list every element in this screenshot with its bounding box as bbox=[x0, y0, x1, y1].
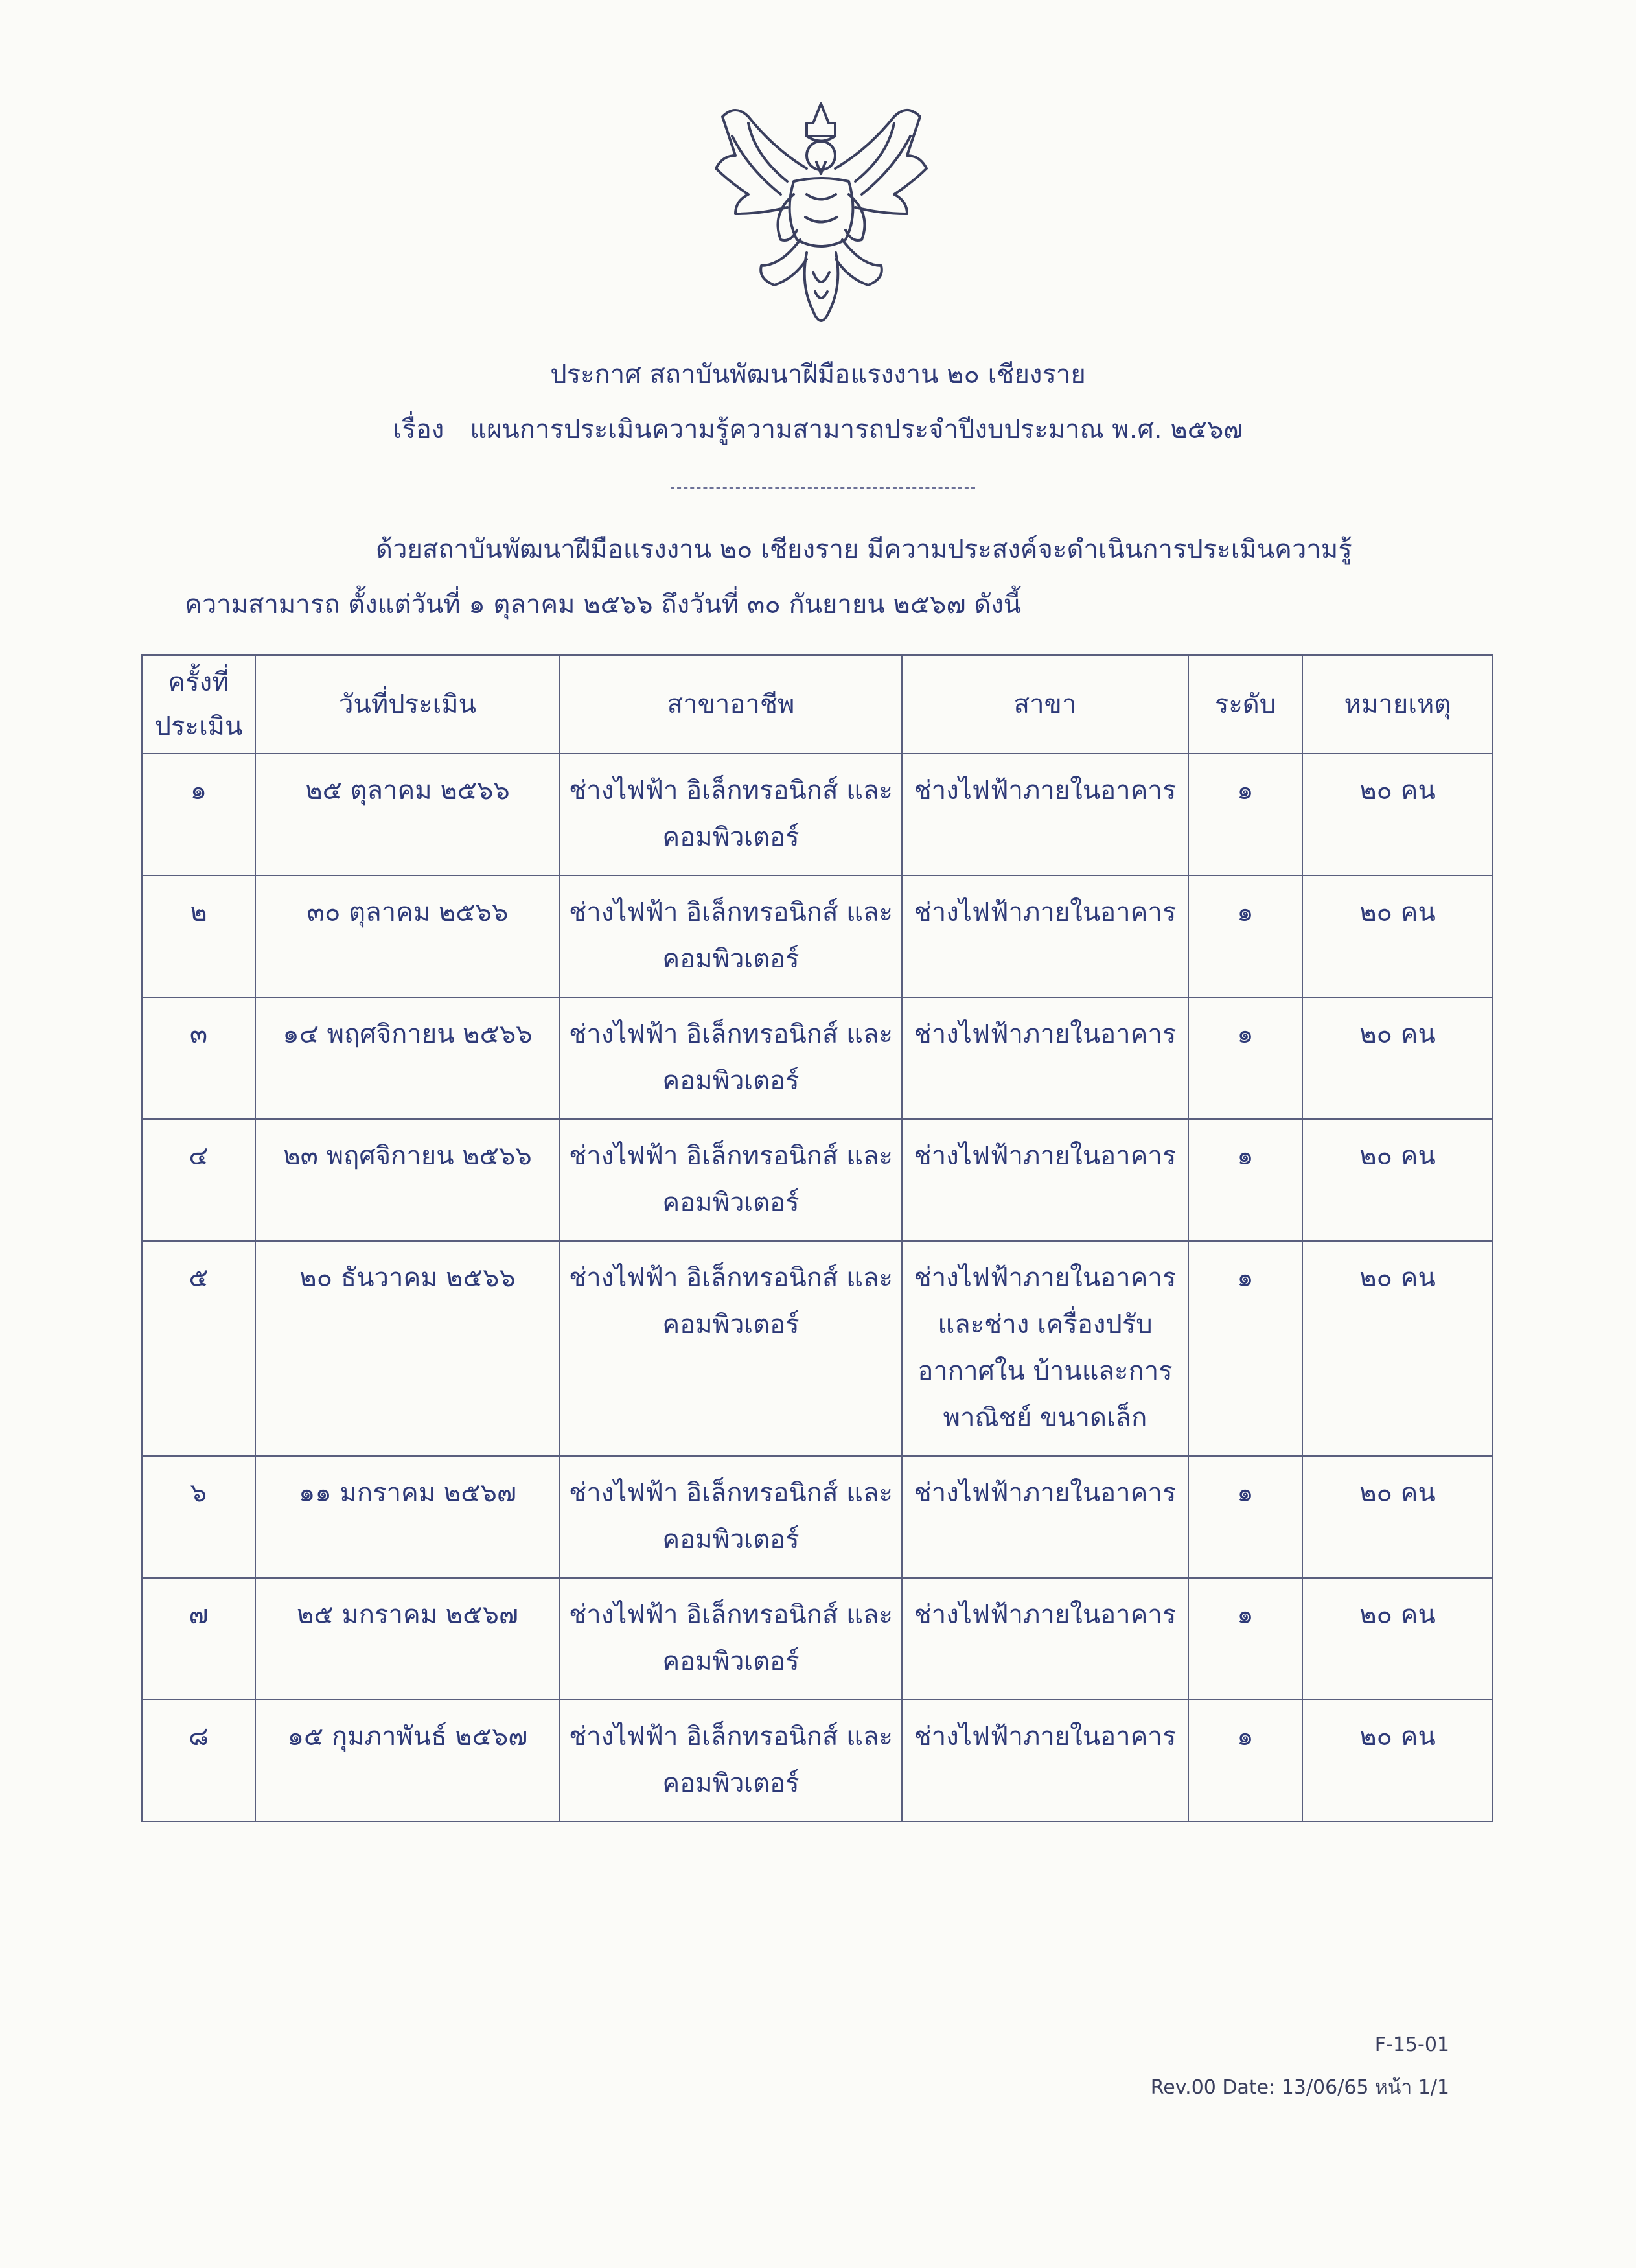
cell-branch: ช่างไฟฟ้าภายในอาคาร bbox=[902, 997, 1188, 1119]
header-round: ครั้งที่ ประเมิน bbox=[142, 655, 255, 754]
cell-date: ๑๕ กุมภาพันธ์ ๒๕๖๗ bbox=[255, 1700, 560, 1822]
table-row bbox=[142, 997, 1493, 1119]
cell-occupation: ช่างไฟฟ้า อิเล็กทรอนิกส์ และคอมพิวเตอร์ bbox=[560, 1456, 902, 1578]
form-code: F-15-01 bbox=[1374, 2033, 1449, 2056]
table-row bbox=[142, 1578, 1493, 1700]
cell-date: ๑๑ มกราคม ๒๕๖๗ bbox=[255, 1456, 560, 1578]
cell-occupation: ช่างไฟฟ้า อิเล็กทรอนิกส์ และคอมพิวเตอร์ bbox=[560, 1578, 902, 1700]
cell-level: ๑ bbox=[1188, 875, 1302, 997]
cell-level: ๑ bbox=[1188, 754, 1302, 875]
header-level: ระดับ bbox=[1188, 655, 1302, 754]
table-row bbox=[142, 754, 1493, 875]
header-branch: สาขา bbox=[902, 655, 1188, 754]
header-remark: หมายเหตุ bbox=[1302, 655, 1493, 754]
cell-remark: ๒๐ คน bbox=[1302, 1456, 1493, 1578]
table-header-row bbox=[142, 655, 1493, 754]
cell-remark: ๒๐ คน bbox=[1302, 997, 1493, 1119]
cell-level: ๑ bbox=[1188, 1578, 1302, 1700]
table-row bbox=[142, 1456, 1493, 1578]
cell-occupation: ช่างไฟฟ้า อิเล็กทรอนิกส์ และคอมพิวเตอร์ bbox=[560, 1241, 902, 1456]
cell-round: ๕ bbox=[142, 1241, 255, 1456]
cell-round: ๖ bbox=[142, 1456, 255, 1578]
divider bbox=[671, 487, 975, 489]
cell-round: ๑ bbox=[142, 754, 255, 875]
header-date: วันที่ประเมิน bbox=[255, 655, 560, 754]
cell-remark: ๒๐ คน bbox=[1302, 754, 1493, 875]
cell-date: ๓๐ ตุลาคม ๒๕๖๖ bbox=[255, 875, 560, 997]
cell-branch: ช่างไฟฟ้าภายในอาคาร bbox=[902, 1119, 1188, 1241]
cell-round: ๘ bbox=[142, 1700, 255, 1822]
cell-level: ๑ bbox=[1188, 997, 1302, 1119]
cell-occupation: ช่างไฟฟ้า อิเล็กทรอนิกส์ และคอมพิวเตอร์ bbox=[560, 1119, 902, 1241]
cell-date: ๒๕ ตุลาคม ๒๕๖๖ bbox=[255, 754, 560, 875]
cell-occupation: ช่างไฟฟ้า อิเล็กทรอนิกส์ และคอมพิวเตอร์ bbox=[560, 754, 902, 875]
cell-date: ๒๕ มกราคม ๒๕๖๗ bbox=[255, 1578, 560, 1700]
cell-remark: ๒๐ คน bbox=[1302, 875, 1493, 997]
revision-info: Rev.00 Date: 13/06/65 หน้า 1/1 bbox=[1150, 2076, 1449, 2099]
cell-remark: ๒๐ คน bbox=[1302, 1578, 1493, 1700]
cell-occupation: ช่างไฟฟ้า อิเล็กทรอนิกส์ และคอมพิวเตอร์ bbox=[560, 1700, 902, 1822]
cell-branch: ช่างไฟฟ้าภายในอาคาร bbox=[902, 1578, 1188, 1700]
cell-occupation: ช่างไฟฟ้า อิเล็กทรอนิกส์ และคอมพิวเตอร์ bbox=[560, 997, 902, 1119]
cell-branch: ช่างไฟฟ้าภายในอาคาร bbox=[902, 875, 1188, 997]
body-line-1: ด้วยสถาบันพัฒนาฝีมือแรงงาน ๒๐ เชียงราย มีความประสงค์จะดำเนินการประเมินความรู้ bbox=[376, 535, 1352, 564]
cell-round: ๗ bbox=[142, 1578, 255, 1700]
body-line-2: ความสามารถ ตั้งแต่วันที่ ๑ ตุลาคม ๒๕๖๖ ถึงวันที่ ๓๐ กันยายน ๒๕๖๗ ดังนี้ bbox=[185, 590, 1022, 619]
header-occupation: สาขาอาชีพ bbox=[560, 655, 902, 754]
cell-remark: ๒๐ คน bbox=[1302, 1241, 1493, 1456]
cell-branch: ช่างไฟฟ้าภายในอาคาร และช่าง เครื่องปรับอากาศใน บ้านและการพาณิชย์ ขนาดเล็ก bbox=[902, 1241, 1188, 1456]
table-row bbox=[142, 1119, 1493, 1241]
cell-remark: ๒๐ คน bbox=[1302, 1700, 1493, 1822]
table-row bbox=[142, 875, 1493, 997]
announcement-title: ประกาศ สถาบันพัฒนาฝีมือแรงงาน ๒๐ เชียงราย bbox=[550, 360, 1086, 389]
cell-branch: ช่างไฟฟ้าภายในอาคาร bbox=[902, 754, 1188, 875]
subject-label: เรื่อง bbox=[393, 415, 444, 445]
table-row bbox=[142, 1241, 1493, 1456]
cell-level: ๑ bbox=[1188, 1119, 1302, 1241]
garuda-emblem-icon bbox=[709, 97, 933, 334]
cell-date: ๒๐ ธันวาคม ๒๕๖๖ bbox=[255, 1241, 560, 1456]
cell-date: ๑๔ พฤศจิกายน ๒๕๖๖ bbox=[255, 997, 560, 1119]
cell-remark: ๒๐ คน bbox=[1302, 1119, 1493, 1241]
cell-branch: ช่างไฟฟ้าภายในอาคาร bbox=[902, 1456, 1188, 1578]
assessment-plan-table bbox=[141, 654, 1493, 1822]
cell-occupation: ช่างไฟฟ้า อิเล็กทรอนิกส์ และคอมพิวเตอร์ bbox=[560, 875, 902, 997]
cell-level: ๑ bbox=[1188, 1700, 1302, 1822]
cell-round: ๔ bbox=[142, 1119, 255, 1241]
cell-level: ๑ bbox=[1188, 1456, 1302, 1578]
cell-round: ๒ bbox=[142, 875, 255, 997]
subject-line bbox=[0, 408, 1636, 450]
cell-level: ๑ bbox=[1188, 1241, 1302, 1456]
cell-date: ๒๓ พฤศจิกายน ๒๕๖๖ bbox=[255, 1119, 560, 1241]
cell-branch: ช่างไฟฟ้าภายในอาคาร bbox=[902, 1700, 1188, 1822]
cell-round: ๓ bbox=[142, 997, 255, 1119]
subject-text: แผนการประเมินความรู้ความสามารถประจำปีงบประมาณ พ.ศ. ๒๕๖๗ bbox=[470, 415, 1243, 445]
table-row bbox=[142, 1700, 1493, 1822]
